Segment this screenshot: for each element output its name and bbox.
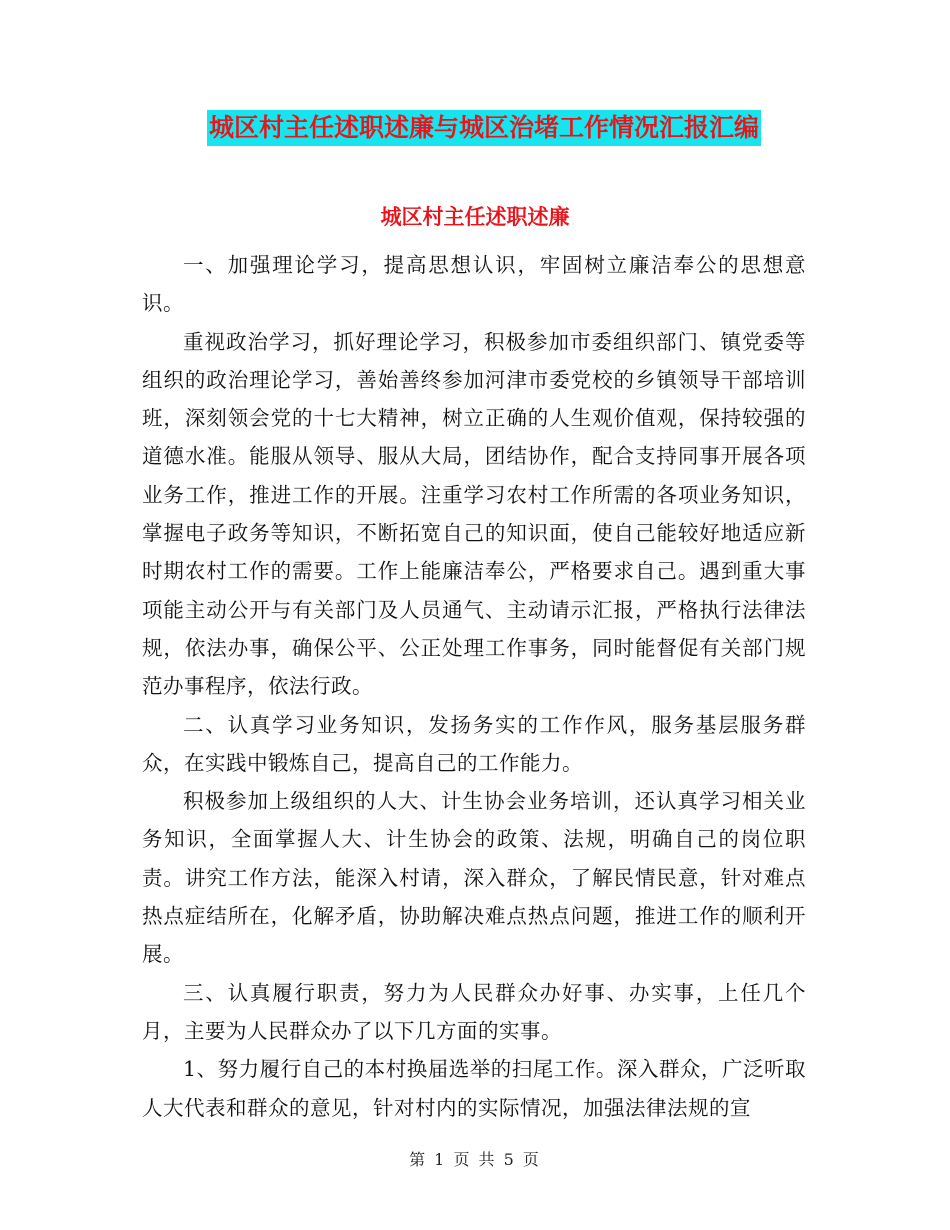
section-title: 城区村主任述职述廉 <box>380 204 570 229</box>
paragraph: 二、认真学习业务知识，发扬务实的工作作风，服务基层服务群众，在实践中锻炼自己，提高自己的工作能力。 <box>142 712 806 775</box>
document-title: 城区村主任述职述廉与城区治堵工作情况汇报汇编 <box>207 110 761 146</box>
document-body <box>142 246 806 1127</box>
paragraph: 三、认真履行职责，努力为人民群众办好事、办实事，上任几个月，主要为人民群众办了以下几方面的实事。 <box>142 980 806 1043</box>
paragraph: 一、加强理论学习，提高思想认识，牢固树立廉洁奉公的思想意识。 <box>142 253 806 316</box>
paragraph: 重视政治学习，抓好理论学习，积极参加市委组织部门、镇党委等组织的政治理论学习，善始善终参加河津市委党校的乡镇领导干部培训班，深刻领会党的十七大精神，树立正确的人生观价值观，保持较强的道德水准。能服从领导、服从大局，团结协作，配合支持同事开展各项业务工作，推进工作的开展。注重学习农村工作所需的各项业务知识，掌握电子政务等知识，不断拓宽自己的知识面，使自己能较好地适应新时期农村工作的需要。工作上能廉洁奉公，严格要求自己。遇到重大事项能主动公开与有关部门及人员通气、主动请示汇报，严格执行法律法规，依法办事，确保公平、公正处理工作事务，同时能督促有关部门规范办事程序，依法行政。 <box>142 329 806 699</box>
paragraph: 1、努力履行自己的本村换届选举的扫尾工作。深入群众，广泛听取人大代表和群众的意见，针对村内的实际情况，加强法律法规的宣 <box>142 1057 806 1120</box>
paragraph: 积极参加上级组织的人大、计生协会业务培训，还认真学习相关业务知识，全面掌握人大、计生协会的政策、法规，明确自己的岗位职责。讲究工作方法，能深入村请，深入群众，了解民情民意，针对难点热点症结所在，化解矛盾，协助解决难点热点问题，推进工作的顺利开展。 <box>142 789 806 967</box>
page-number-footer: 第 1 页 共 5 页 <box>409 1150 541 1169</box>
